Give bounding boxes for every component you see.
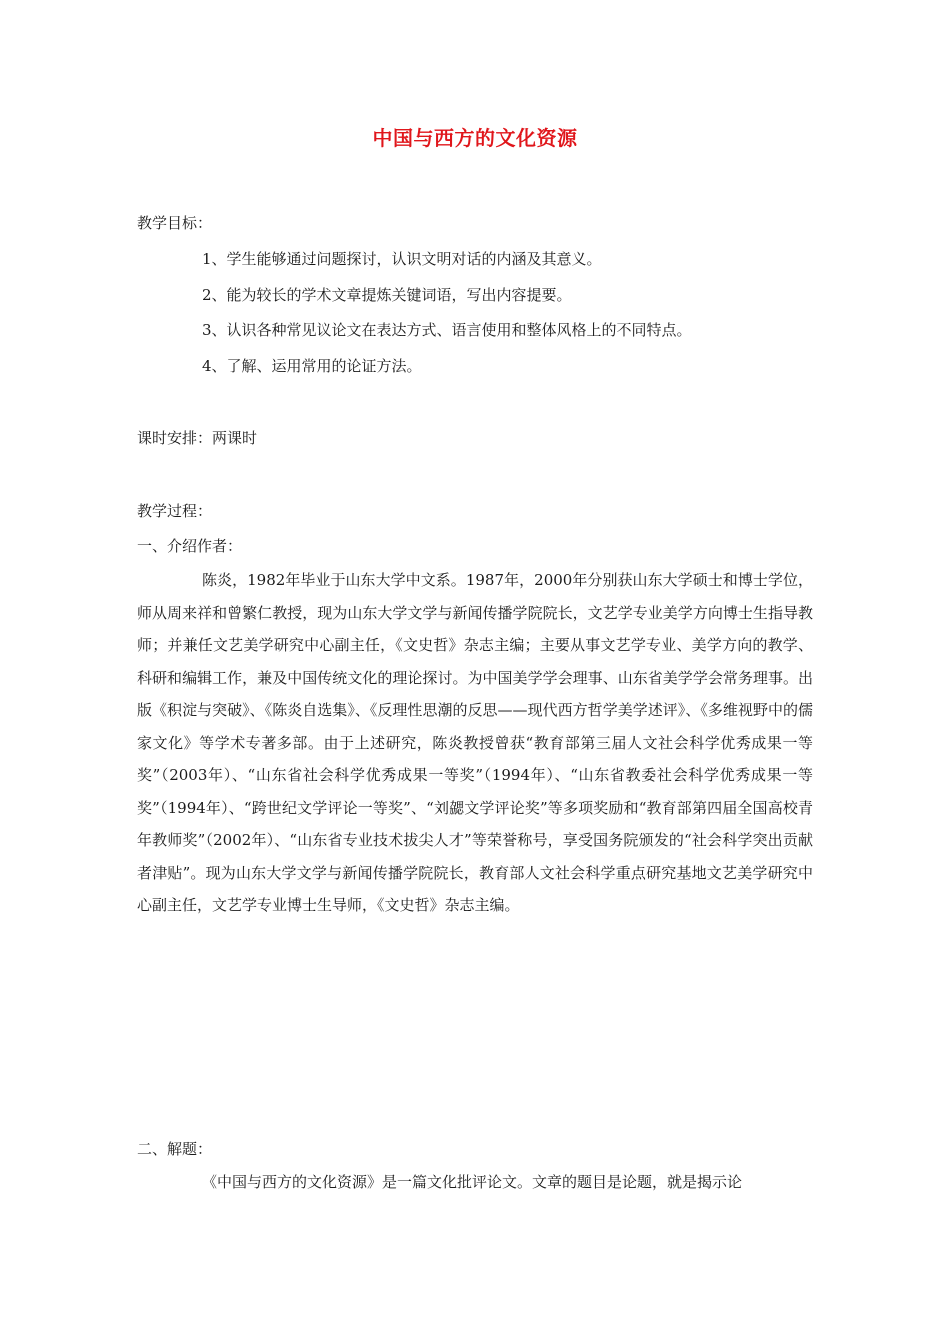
objectives-heading: 教学目标： [137,214,213,232]
section-topic-heading: 二、解题： [137,1140,213,1158]
objective-item-1: 1、学生能够通过问题探讨，认识文明对话的内涵及其意义。 [202,250,602,268]
objective-item-2: 2、能为较长的学术文章提炼关键词语，写出内容提要。 [202,286,572,304]
schedule-line: 课时安排：两课时 [137,429,258,447]
process-heading: 教学过程： [137,502,213,520]
objective-item-4: 4、了解、运用常用的论证方法。 [202,357,422,375]
topic-paragraph: 《中国与西方的文化资源》是一篇文化批评论文。文章的题目是论题，就是揭示论 [202,1173,743,1191]
author-intro-paragraph: 陈炎，1982年毕业于山东大学中文系。1987年，2000年分别获山东大学硕士和博士学位，师从周来祥和曾繁仁教授，现为山东大学文学与新闻传播学院院长，文艺学专业美学方向博士生指导教师；并兼任文艺美学研究中心副主任，《文史哲》杂志主编；主要从事文艺学专业、美学方向的教学、科研和编辑工作，兼及中国传统文化的理论探讨。为中国美学学会理事、山东省美学学会常务理事。出版《积淀与突破》、《陈炎自选集》、《反理性思潮的反思——现代西方哲学美学述评》、《多维视野中的儒家文化》等学术专著多部。由于上述研究，陈炎教授曾获“教育部第三届人文社会科学优秀成果一等奖”（2003年）、“山东省社会科学优秀成果一等奖”（1994年）、“山东省教委社会科学优秀成果一等奖”（1994年）、“跨世纪文学评论一等奖”、“刘勰文学评论奖”等多项奖励和“教育部第四届全国高校青年教师奖”（2002年）、“山东省专业技术拔尖人才”等荣誉称号，享受国务院颁发的“社会科学突出贡献者津贴”。现为山东大学文学与新闻传播学院院长，教育部人文社会科学重点研究基地文艺美学研究中心副主任，文艺学专业博士生导师，《文史哲》杂志主编。 [137,571,813,914]
document-title: 中国与西方的文化资源 [372,126,578,150]
objective-item-3: 3、认识各种常见议论文在表达方式、语言使用和整体风格上的不同特点。 [202,321,692,339]
section-author-heading: 一、介绍作者： [137,537,243,555]
